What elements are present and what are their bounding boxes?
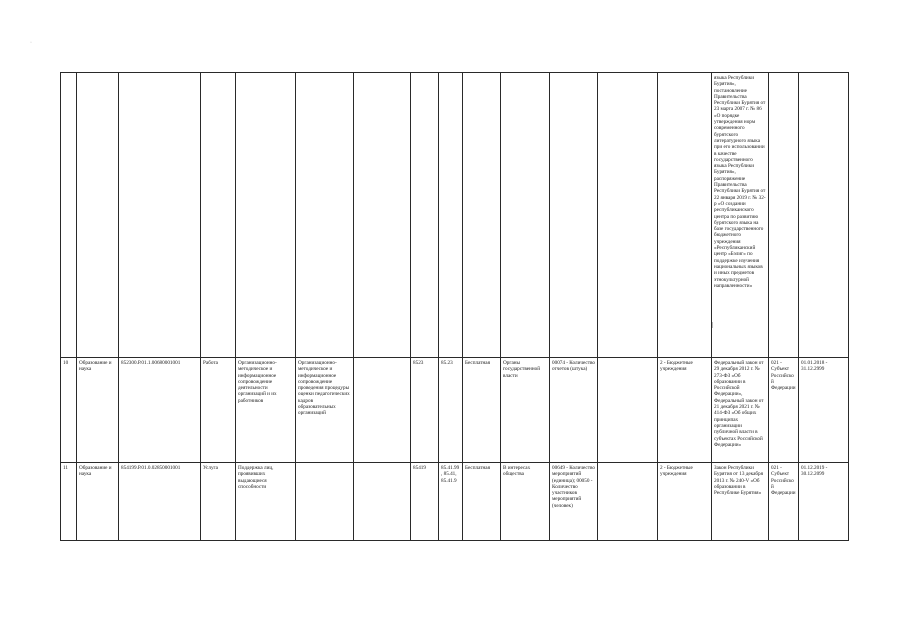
cell-institution-type: 2 - Бюджетные учреждения	[658, 358, 712, 463]
cell-legal-basis: языка Республики Бурятия», постановление Правительства Республики Бурятия от 23 марта 2007 г. № 86 «О порядке утверждения норм современного бурятского литературного языка при его использовании в качестве государственного языка Республики Бурятия», распоряжение Правительства Республики Бурятия от 22 января 2019 г. № 32-р «О создании республиканского центра по развитию бурятского языка на базе государственного бюджетного учреждения «Республиканский центр «Бэлиг» по поддержке изучения национальных языков и иных предметов этнокультурной направленности»	[712, 73, 769, 358]
cell-sphere: Образование и наука	[77, 463, 119, 541]
cell-dates	[799, 73, 849, 358]
cell-payment	[463, 73, 501, 358]
cell-payment: Бесплатная	[463, 358, 501, 463]
cell-indicator	[550, 73, 598, 358]
cell-content: Организационно-методическое и информационное сопровождение проведения процедуры оценки педагогических кадров образовательных организаций	[296, 358, 354, 463]
cell-okpd: 85.23	[439, 358, 463, 463]
cell-level: 021 - Субъект Российской Федерации	[769, 358, 799, 463]
cell-level	[769, 73, 799, 358]
cell-empty	[354, 358, 411, 463]
cell-num	[61, 73, 77, 358]
cell-consumers	[501, 73, 550, 358]
cell-name: Поддержка лиц, проявивших выдающиеся способности	[236, 463, 296, 541]
cell-empty	[354, 463, 411, 541]
scan-artifact-tick	[712, 322, 713, 328]
cell-okved: 8523	[411, 358, 439, 463]
cell-sphere: Образование и наука	[77, 358, 119, 463]
registry-table	[60, 72, 849, 541]
cell-num: 11	[61, 463, 77, 541]
cell-empty	[598, 73, 658, 358]
cell-payment: Бесплатная	[463, 463, 501, 541]
cell-name: Организационно-методическое и информационное сопровождение деятельности организаций и их работников	[236, 358, 296, 463]
cell-type: Работа	[201, 358, 236, 463]
cell-content	[296, 73, 354, 358]
cell-dates: 01.01.2018 - 31.12.2999	[799, 358, 849, 463]
table-row-continuation	[61, 73, 849, 358]
cell-consumers: В интересах общества	[501, 463, 550, 541]
cell-okved: 85419	[411, 463, 439, 541]
table-row-11	[61, 463, 849, 541]
cell-num: 10	[61, 358, 77, 463]
cell-institution-type	[658, 73, 712, 358]
scan-mark: ·	[30, 40, 32, 46]
cell-code: 852300.Р.01.1.00680001001	[119, 358, 201, 463]
cell-indicator: 00074 - Количество отчетов (штука)	[550, 358, 598, 463]
cell-okpd: 85.41.99, 85.41, 85.41.9	[439, 463, 463, 541]
cell-type: Услуга	[201, 463, 236, 541]
cell-institution-type: 2 - Бюджетные учреждения	[658, 463, 712, 541]
cell-dates: 01.12.2019 - 30.12.2099	[799, 463, 849, 541]
cell-legal-basis: Федеральный закон от 29 декабря 2012 г. № 273-ФЗ «Об образовании в Российской Федерации», Федеральный закон от 21 декабря 2021 г. № 414-ФЗ «Об общих принципах организации публичной власти в субъектах Российской Федерации»	[712, 358, 769, 463]
cell-legal-basis: Закон Республики Бурятия от 13 декабря 2013 г. № 240-V «Об образовании в Республике Бурятия»	[712, 463, 769, 541]
cell-type	[201, 73, 236, 358]
cell-code	[119, 73, 201, 358]
cell-empty	[598, 358, 658, 463]
table-row-10	[61, 358, 849, 463]
cell-level: 021 - Субъект Российской Федерации	[769, 463, 799, 541]
cell-content	[296, 463, 354, 541]
cell-empty	[598, 463, 658, 541]
cell-consumers: Органы государственной власти	[501, 358, 550, 463]
cell-name	[236, 73, 296, 358]
cell-indicator: 00649 - Количество мероприятий (единица); 00050 - Количество участников мероприятий (человек)	[550, 463, 598, 541]
cell-code: 854199.Р.01.0.02850001001	[119, 463, 201, 541]
cell-empty	[354, 73, 411, 358]
cell-okved	[411, 73, 439, 358]
cell-sphere	[77, 73, 119, 358]
cell-okpd	[439, 73, 463, 358]
